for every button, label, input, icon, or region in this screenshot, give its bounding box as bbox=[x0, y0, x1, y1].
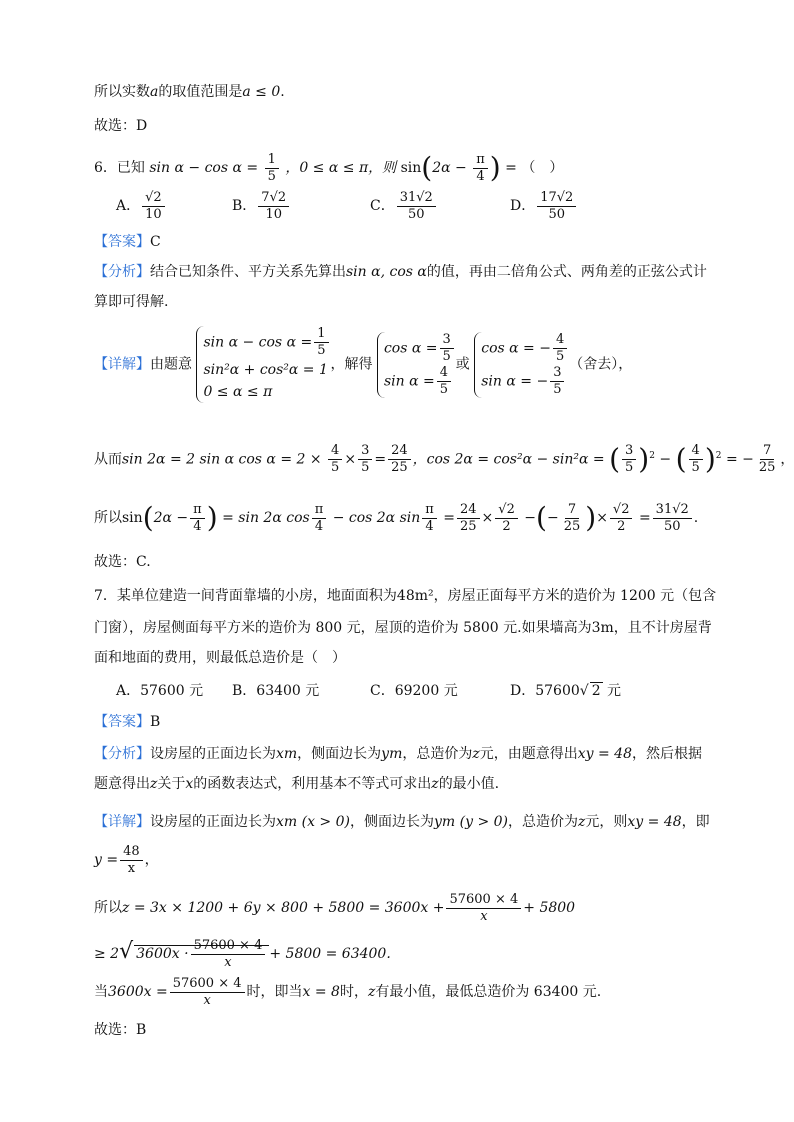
fraction bbox=[258, 190, 289, 223]
text: ，总造价为 bbox=[402, 746, 473, 762]
fraction bbox=[170, 976, 245, 1009]
numerator: 3 bbox=[622, 443, 636, 460]
math-var: a bbox=[150, 84, 159, 100]
math-expr: = sin 2α cos bbox=[222, 510, 310, 526]
from-line bbox=[94, 436, 794, 480]
answer-value: C bbox=[150, 234, 161, 250]
paren-left: ( bbox=[536, 501, 547, 534]
math-expr: + 5800 bbox=[523, 900, 576, 916]
denominator: 5 bbox=[317, 343, 326, 358]
text: ，房屋正面每平方米的造价为 1200 元（包含 bbox=[433, 588, 717, 604]
math-expr: 2α − bbox=[432, 160, 467, 176]
paren-left: ( bbox=[142, 501, 154, 534]
denominator: x bbox=[203, 992, 211, 1008]
question-7-cont bbox=[94, 618, 712, 638]
text: 元，由题意得出 bbox=[479, 746, 578, 762]
text: ，解得 bbox=[330, 356, 373, 373]
sqrt-symbol: √ bbox=[119, 939, 134, 964]
question-7-cont2: 面和地面的费用，则最低总造价是（ ） bbox=[94, 650, 346, 666]
paren-right: ) bbox=[585, 501, 597, 534]
math-var: z bbox=[578, 814, 586, 830]
math-op: − bbox=[524, 510, 537, 526]
math-op: × bbox=[481, 510, 494, 526]
denominator: 5 bbox=[555, 348, 565, 364]
text: 时， bbox=[339, 984, 368, 1000]
option-label: D． bbox=[510, 198, 536, 214]
text: ， bbox=[144, 852, 159, 868]
math-var: z bbox=[367, 984, 376, 1000]
math-expr: xy = 48 bbox=[627, 814, 682, 830]
text: ，即 bbox=[681, 814, 710, 830]
denominator: 4 bbox=[476, 168, 485, 184]
option-label: A． bbox=[116, 198, 141, 214]
fraction bbox=[537, 190, 576, 223]
text: 所以实数 bbox=[94, 84, 150, 100]
math-expr: − cos 2α sin bbox=[332, 510, 421, 526]
option-label: C． bbox=[370, 198, 395, 214]
sqrt-symbol: √ bbox=[579, 683, 589, 699]
text: 元 bbox=[602, 683, 622, 699]
denominator: 2 bbox=[617, 518, 626, 534]
fraction bbox=[457, 502, 480, 535]
detail-tag: 【详解】 bbox=[94, 356, 150, 373]
math-expr: xm bbox=[276, 746, 298, 762]
numerator: 4 bbox=[437, 365, 451, 382]
text: 元，则 bbox=[585, 814, 628, 830]
numerator: π bbox=[473, 152, 488, 169]
numerator: 57600 × 4 bbox=[170, 976, 245, 993]
denominator: 4 bbox=[193, 518, 202, 534]
option-7c: C．69200 元 bbox=[370, 683, 458, 699]
numerator: π bbox=[312, 502, 327, 519]
denominator: 5 bbox=[267, 168, 276, 184]
paren-left: ( bbox=[675, 442, 687, 476]
math-expr: ym (y > 0) bbox=[433, 814, 508, 830]
text: 从而 bbox=[94, 451, 122, 468]
denominator: 5 bbox=[439, 381, 448, 397]
math-expr: 3600x · bbox=[136, 946, 189, 962]
text: 的值，再由二倍角公式、两角差的正弦公式计 bbox=[426, 264, 707, 280]
answer-7 bbox=[94, 712, 160, 732]
math-var: z bbox=[431, 776, 439, 792]
fraction bbox=[756, 443, 779, 476]
analysis-7 bbox=[94, 744, 702, 764]
denominator: 50 bbox=[663, 518, 681, 534]
math-expr: 3m bbox=[591, 620, 614, 636]
math-var: x bbox=[185, 776, 194, 792]
math-var: z bbox=[472, 746, 480, 762]
system-row bbox=[481, 332, 569, 365]
system-row bbox=[384, 365, 456, 398]
math-op: × bbox=[596, 510, 608, 526]
fraction bbox=[265, 152, 279, 185]
math-expr: sin α − cos α = bbox=[149, 160, 259, 176]
fraction bbox=[550, 365, 564, 398]
math-expr: sin α − cos α = bbox=[203, 334, 313, 351]
denominator: x bbox=[480, 908, 488, 924]
system-row bbox=[481, 365, 569, 398]
numerator: 57600 × 4 bbox=[446, 892, 521, 909]
numerator: 31√2 bbox=[397, 190, 436, 207]
fraction bbox=[397, 190, 436, 223]
fraction bbox=[553, 332, 567, 365]
conclusion-line bbox=[94, 82, 285, 102]
option-7a: A．57600 元 bbox=[116, 683, 204, 699]
denominator: 50 bbox=[408, 206, 425, 222]
sqrt-content bbox=[134, 937, 269, 970]
denominator: x bbox=[127, 860, 136, 876]
fraction bbox=[622, 443, 636, 476]
fraction bbox=[437, 365, 451, 398]
fraction bbox=[422, 502, 437, 535]
numerator: √2 bbox=[610, 502, 633, 519]
fraction bbox=[120, 844, 143, 877]
exponent: 2 bbox=[649, 451, 655, 461]
fraction bbox=[610, 502, 633, 535]
numerator: 7 bbox=[565, 502, 579, 519]
paren-left: ( bbox=[609, 442, 620, 476]
denominator: 5 bbox=[361, 460, 370, 476]
denominator: 10 bbox=[265, 206, 282, 222]
numerator: 48 bbox=[120, 844, 143, 861]
denominator: 5 bbox=[442, 348, 451, 364]
system-row: sin²α + cos²α = 1 bbox=[203, 362, 328, 378]
answer-tag: 【答案】 bbox=[94, 714, 150, 730]
answer-value: B bbox=[150, 714, 161, 730]
analysis-6-cont: 算即可得解. bbox=[94, 294, 169, 310]
system-row bbox=[384, 332, 456, 365]
exponent: 2 bbox=[715, 451, 722, 461]
math-expr: ，cos 2α = cos²α − sin²α = bbox=[412, 451, 605, 468]
text: ， bbox=[780, 451, 794, 468]
math-expr: ym bbox=[381, 746, 403, 762]
text: 设房屋的正面边长为 bbox=[150, 814, 276, 830]
fraction bbox=[689, 443, 703, 476]
math-expr: y = bbox=[94, 852, 119, 868]
equation-system-2 bbox=[377, 332, 456, 398]
text: 所以 bbox=[94, 510, 122, 526]
math-op: = bbox=[443, 510, 455, 526]
math-expr: cos α = − bbox=[481, 340, 551, 356]
math-op: = − bbox=[725, 451, 754, 468]
math-expr: ，0 ≤ α ≤ π，则 bbox=[285, 160, 397, 176]
text: ，总造价为 bbox=[508, 814, 578, 830]
numerator: 3 bbox=[550, 365, 564, 382]
analysis-tag: 【分析】 bbox=[94, 746, 150, 762]
fraction bbox=[473, 152, 488, 185]
y-line bbox=[94, 840, 159, 880]
denominator: 25 bbox=[563, 518, 581, 534]
denominator: 10 bbox=[145, 206, 162, 222]
question-7 bbox=[94, 586, 716, 606]
inequality-line bbox=[94, 932, 391, 974]
denominator: 25 bbox=[758, 460, 776, 476]
text: 结合已知条件、平方关系先算出 bbox=[150, 264, 346, 280]
paren-right: ) bbox=[206, 501, 218, 534]
system-row: 0 ≤ α ≤ π bbox=[203, 384, 273, 400]
denominator: 4 bbox=[314, 518, 324, 534]
detail-6 bbox=[94, 326, 632, 403]
denominator: x bbox=[224, 954, 232, 970]
math-expr: xy = 48 bbox=[577, 746, 632, 762]
fraction bbox=[653, 502, 692, 535]
fraction bbox=[312, 502, 327, 535]
numerator: 3 bbox=[440, 332, 454, 349]
denominator: 50 bbox=[548, 206, 566, 222]
text: ，然后根据 bbox=[632, 746, 702, 762]
option-a bbox=[116, 188, 167, 224]
paren-left: ( bbox=[421, 151, 433, 184]
detail-7 bbox=[94, 812, 710, 832]
detail-tag: 【详解】 bbox=[94, 814, 150, 830]
numerator: 24 bbox=[457, 502, 480, 519]
text: 设房屋的正面边长为 bbox=[150, 746, 276, 762]
numerator: 4 bbox=[689, 443, 703, 460]
analysis-6 bbox=[94, 262, 707, 282]
denominator: 25 bbox=[391, 460, 408, 476]
option-b bbox=[232, 188, 291, 224]
numerator: 1 bbox=[314, 326, 328, 343]
text: 6．已知 bbox=[94, 160, 145, 176]
equation-system-1 bbox=[196, 326, 330, 403]
when-line bbox=[94, 972, 601, 1012]
math-expr: 48m² bbox=[396, 588, 434, 604]
text: . bbox=[693, 510, 699, 526]
option-7d bbox=[510, 680, 621, 700]
numerator: 57600 × 4 bbox=[191, 938, 266, 955]
math-func: sin bbox=[122, 510, 143, 526]
text: 门窗），房屋侧面每平方米的造价为 800 元，屋顶的造价为 5800 元.如果墙高为 bbox=[94, 620, 592, 636]
text: （舍去）， bbox=[569, 356, 633, 373]
fraction bbox=[495, 502, 518, 535]
denominator: 5 bbox=[625, 460, 634, 476]
fraction bbox=[446, 892, 521, 925]
math-expr: + 5800 = 63400. bbox=[269, 946, 391, 962]
numerator: 17√2 bbox=[537, 190, 576, 207]
math-expr: sin 2α = 2 sin α cos α = 2 × bbox=[122, 451, 322, 468]
denominator: 2 bbox=[502, 518, 511, 534]
numerator: π bbox=[190, 502, 205, 519]
numerator: π bbox=[422, 502, 437, 519]
text: 的取值范围是 bbox=[158, 84, 243, 100]
numerator: 7 bbox=[760, 443, 774, 460]
math-expr: sin α, cos α bbox=[346, 264, 427, 280]
fraction bbox=[190, 502, 205, 535]
sqrt-content: 2 bbox=[591, 683, 601, 699]
math-expr: z = 3x × 1200 + 6y × 800 + 5800 = 3600x + bbox=[122, 900, 445, 916]
text: ，侧面边长为 bbox=[349, 814, 434, 830]
math-op: × bbox=[344, 451, 357, 468]
analysis-tag: 【分析】 bbox=[94, 264, 150, 280]
fraction bbox=[314, 326, 328, 359]
math-op: − bbox=[659, 451, 672, 468]
answer-tag: 【答案】 bbox=[94, 234, 150, 250]
math-expr: 3600x = bbox=[108, 984, 168, 1000]
numerator: 4 bbox=[553, 332, 567, 349]
z-line bbox=[94, 888, 575, 928]
text: 7．某单位建造一间背面靠墙的小房，地面面积为 bbox=[94, 588, 397, 604]
fraction bbox=[388, 443, 411, 476]
fraction bbox=[191, 938, 266, 971]
math-op: = bbox=[374, 451, 387, 468]
math-expr: ≥ 2 bbox=[94, 946, 120, 962]
option-d bbox=[510, 188, 578, 224]
denominator: 5 bbox=[331, 460, 340, 476]
prev-answer-select: 故选：D bbox=[94, 118, 148, 134]
text: 的最小值. bbox=[438, 776, 500, 792]
text: ，侧面边长为 bbox=[297, 746, 382, 762]
text: 时，即当 bbox=[246, 984, 303, 1000]
text: 所以 bbox=[94, 900, 122, 916]
denominator: 25 bbox=[460, 518, 477, 534]
text: . bbox=[280, 84, 285, 100]
equation-system-3 bbox=[474, 332, 569, 398]
fraction bbox=[358, 443, 372, 476]
text: 或 bbox=[455, 356, 470, 373]
numerator: √2 bbox=[495, 502, 518, 519]
numerator: 24 bbox=[388, 443, 411, 460]
math-expr: sin α = − bbox=[481, 373, 549, 389]
math-expr: cos α = bbox=[383, 340, 438, 356]
paren-right: ) bbox=[638, 442, 650, 476]
fraction bbox=[440, 332, 454, 365]
numerator: 31√2 bbox=[653, 502, 692, 519]
math-op: = bbox=[638, 510, 651, 526]
math-var: z bbox=[150, 776, 158, 792]
numerator: √2 bbox=[142, 190, 165, 207]
numerator: 1 bbox=[265, 152, 279, 169]
paren-right: ) bbox=[704, 442, 716, 476]
math-func: sin bbox=[400, 160, 422, 176]
option-label: B． bbox=[232, 198, 257, 214]
select-7: 故选：B bbox=[94, 1022, 147, 1038]
numerator: 3 bbox=[358, 443, 372, 460]
denominator: 4 bbox=[425, 518, 434, 534]
text: = （ ） bbox=[505, 160, 564, 176]
text: ，且不计房屋背 bbox=[613, 620, 712, 636]
option-c bbox=[370, 188, 438, 224]
math-expr: a ≤ 0 bbox=[242, 84, 281, 100]
question-6 bbox=[94, 150, 563, 186]
text: 题意得出 bbox=[94, 776, 150, 792]
text: 有最小值，最低总造价为 63400 元. bbox=[375, 984, 602, 1000]
fraction bbox=[142, 190, 165, 223]
fraction bbox=[561, 502, 584, 535]
denominator: 5 bbox=[691, 460, 700, 476]
fraction bbox=[328, 443, 342, 476]
paren-right: ) bbox=[489, 151, 501, 184]
text: 关于 bbox=[157, 776, 186, 792]
numerator: 4 bbox=[328, 443, 342, 460]
text: 的函数表达式，利用基本不等式可求出 bbox=[193, 776, 432, 792]
select-6: 故选：C. bbox=[94, 554, 151, 570]
math-expr: x = 8 bbox=[302, 984, 340, 1000]
text: 由题意 bbox=[150, 356, 192, 373]
system-row bbox=[203, 326, 330, 359]
text: D．57600 bbox=[510, 683, 580, 699]
option-7b: B．63400 元 bbox=[232, 683, 320, 699]
analysis-7-cont bbox=[94, 774, 499, 794]
math-op: − bbox=[546, 510, 559, 526]
numerator: 7√2 bbox=[258, 190, 289, 207]
answer-6 bbox=[94, 232, 161, 252]
math-expr: sin α = bbox=[383, 373, 435, 389]
text: 当 bbox=[94, 984, 108, 1000]
denominator: 5 bbox=[553, 381, 562, 397]
so-line bbox=[94, 498, 698, 538]
math-expr: xm (x > 0) bbox=[276, 814, 350, 830]
math-expr: 2α − bbox=[153, 510, 189, 526]
